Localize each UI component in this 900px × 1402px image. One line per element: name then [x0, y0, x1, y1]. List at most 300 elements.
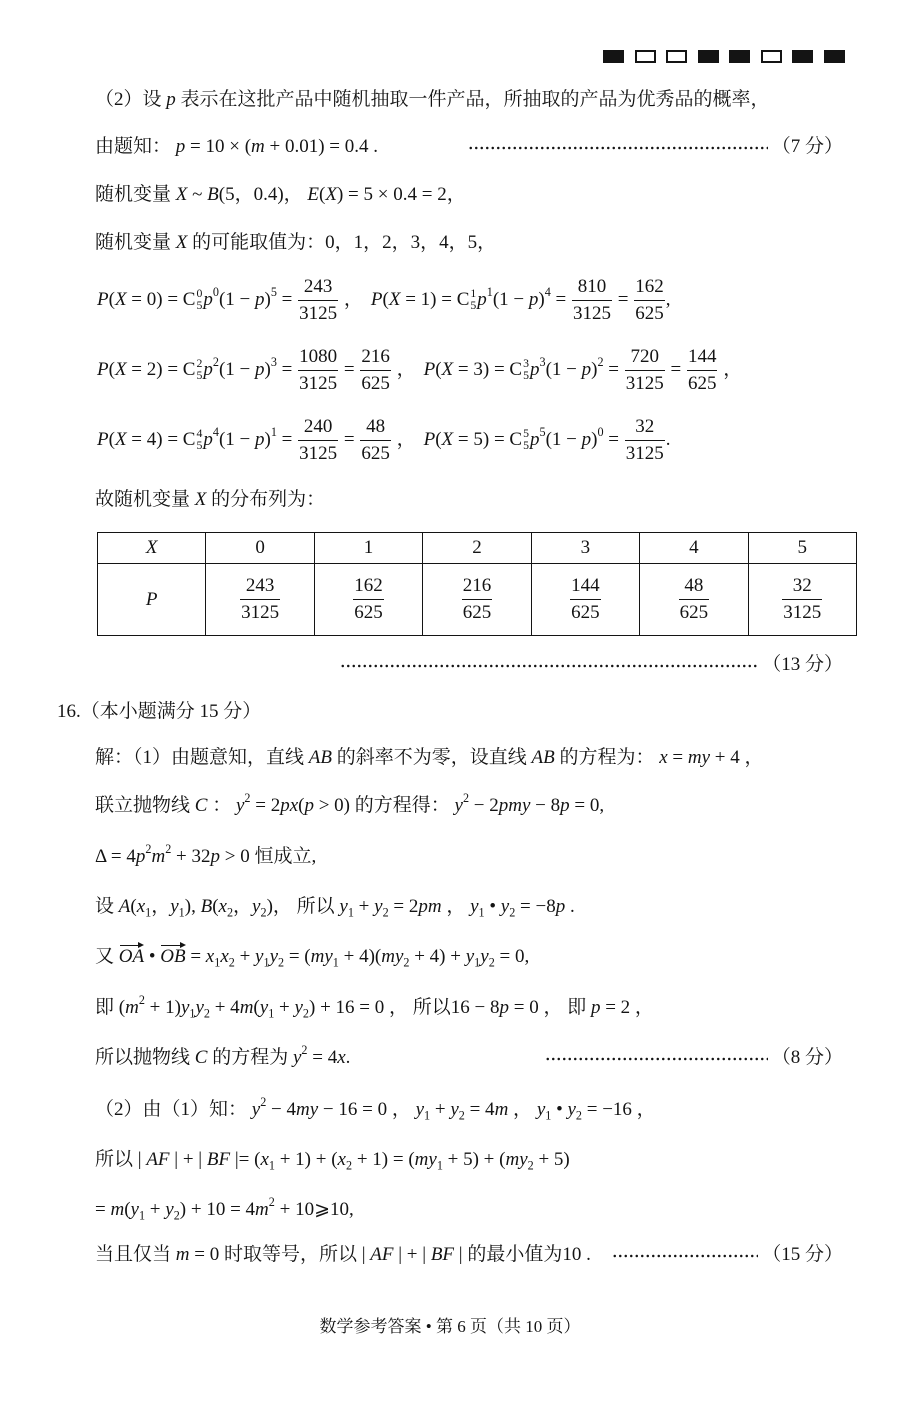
text-run: •	[551, 1099, 568, 1120]
math-variable: y	[536, 1099, 546, 1120]
subscript: 2	[382, 905, 389, 920]
math-variable: X	[388, 288, 401, 310]
score-marker	[340, 653, 843, 677]
text-run: +	[274, 997, 295, 1018]
text-run: ，	[151, 896, 171, 917]
numerator: 216	[360, 344, 391, 371]
subscript: 1	[263, 955, 270, 970]
math-variable: X	[114, 428, 127, 450]
math-variable: p	[581, 428, 592, 450]
pmf-expression	[423, 416, 671, 464]
math-variable: BF	[430, 1244, 455, 1265]
denominator: 3125	[299, 303, 338, 324]
math-variable: y	[374, 896, 383, 917]
superscript: 2	[260, 1094, 267, 1109]
text-run: ，	[441, 896, 471, 917]
math-variable: X	[194, 489, 207, 510]
text-run: = 0 ， 即	[508, 997, 591, 1018]
math-variable: X	[325, 184, 337, 205]
text-run: + 1) + (	[274, 1149, 338, 1170]
superscript: 2	[244, 790, 251, 805]
denominator: 3125	[241, 602, 280, 623]
subscript: 2	[278, 955, 285, 970]
solution-line	[95, 1243, 591, 1267]
solution-line	[95, 1042, 351, 1070]
vector: OB	[160, 946, 186, 967]
subscript: 1	[347, 905, 354, 920]
math-variable: m	[494, 1099, 509, 1120]
combination-lower-index: 5	[196, 298, 203, 312]
table-header-value: 4	[640, 533, 748, 564]
text-run: (	[130, 896, 137, 917]
text-run: 所以抛物线	[95, 1047, 195, 1068]
math-variable: P	[97, 288, 109, 310]
math-variable: B	[207, 184, 219, 205]
math-variable: x	[205, 946, 215, 967]
numerator: 216	[462, 573, 493, 600]
math-variable: X	[441, 358, 454, 380]
text-run: (1 −	[218, 358, 255, 380]
solution-line	[95, 1148, 570, 1172]
numerator: 162	[353, 573, 384, 600]
combination-upper-index: 1	[470, 287, 477, 301]
text-run: 的分布列为：	[206, 489, 326, 510]
text-run: − 4	[266, 1099, 296, 1120]
text-run: ，	[339, 288, 363, 310]
combination-lower-index: 5	[196, 368, 203, 382]
filled-square-mark	[729, 50, 750, 63]
denominator: 625	[354, 602, 383, 623]
solution-line	[95, 895, 575, 919]
text-run: =	[276, 428, 298, 450]
text-run: =	[276, 288, 298, 310]
pmf-row	[97, 344, 742, 397]
text-run: (1 −	[545, 358, 582, 380]
text-run: •	[144, 946, 161, 967]
text-run: 又	[95, 946, 119, 967]
text-run: )	[538, 288, 545, 310]
superscript: 1	[486, 284, 493, 299]
text-run: 联立抛物线	[95, 795, 195, 816]
text-run: − 8	[530, 795, 561, 816]
text-run: (	[108, 358, 115, 380]
math-variable: m	[175, 1244, 190, 1265]
denominator: 625	[462, 602, 492, 623]
text-run: 故随机变量	[95, 489, 195, 510]
math-variable: x	[136, 896, 146, 917]
subscript: 1	[268, 1158, 275, 1173]
text-run: =	[603, 358, 624, 380]
dot-leader	[545, 1046, 768, 1070]
math-variable: m	[251, 136, 265, 157]
math-variable: x	[220, 946, 229, 967]
text-run: ),	[184, 896, 201, 917]
math-variable: pm	[418, 896, 442, 917]
text-run: + 1)	[144, 997, 181, 1018]
question-heading: 16.（本小题满分 15 分）	[57, 701, 262, 722]
math-variable: AF	[146, 1149, 170, 1170]
table-row-label: P	[98, 564, 206, 636]
table-probability-cell	[640, 564, 748, 636]
fraction	[462, 573, 493, 626]
combination-lower-index: 5	[196, 438, 203, 452]
empty-square-mark	[761, 50, 782, 63]
text-run: = 4) = C	[126, 428, 196, 450]
math-variable: y	[500, 896, 510, 917]
text-run: |= (	[230, 1149, 261, 1170]
table-header-value: 0	[206, 533, 314, 564]
text-run: = 10 × (	[185, 136, 252, 157]
table-probability-cell	[531, 564, 639, 636]
subscript: 2	[509, 905, 516, 920]
subscript: 1	[138, 1208, 146, 1223]
text-run: (	[253, 997, 260, 1018]
text-run: =	[613, 288, 634, 310]
subscript: 2	[488, 955, 495, 970]
math-variable: X	[175, 184, 188, 205]
text-run: )	[591, 428, 598, 450]
table-header-value: 2	[423, 533, 531, 564]
score-marker	[468, 135, 843, 159]
numerator: 243	[240, 573, 280, 600]
math-variable: pmy	[498, 795, 531, 816]
math-variable: y	[255, 946, 264, 967]
math-variable: p	[499, 997, 509, 1018]
table-header-row	[98, 533, 857, 564]
subscript: 1	[178, 905, 185, 920]
math-variable: my	[381, 946, 404, 967]
numerator: 243	[298, 274, 338, 301]
text-run: =	[550, 288, 572, 310]
superscript: 3	[539, 354, 546, 369]
empty-square-mark	[666, 50, 687, 63]
math-variable: y	[339, 896, 348, 917]
fraction	[625, 344, 665, 397]
table-probability-cell	[423, 564, 531, 636]
table-intro-line	[95, 488, 325, 512]
text-run: = 2	[250, 795, 281, 816]
score-label: （13 分）	[762, 654, 843, 675]
math-variable: p	[210, 846, 220, 867]
math-variable: p	[590, 997, 601, 1018]
text-run: + 5)	[533, 1149, 570, 1170]
text-run: +	[234, 946, 256, 967]
text-run: 随机变量	[95, 232, 176, 253]
math-variable: my	[414, 1149, 437, 1170]
fraction	[353, 573, 384, 626]
fraction	[298, 344, 338, 397]
combination-lower-index: 5	[523, 438, 529, 452]
filled-square-mark	[603, 50, 624, 63]
pmf-expression	[97, 276, 363, 324]
text-run: + 4) +	[409, 946, 466, 967]
text-run: (	[124, 1199, 131, 1220]
table-probability-row	[98, 564, 857, 636]
empty-square-mark	[635, 50, 656, 63]
denominator: 3125	[625, 443, 664, 464]
math-variable: my	[310, 946, 333, 967]
text-run: •	[484, 896, 501, 917]
text-run: )	[264, 288, 271, 310]
combination-upper-index: 4	[196, 427, 203, 441]
text-run: +	[145, 1199, 166, 1220]
solution-line	[95, 790, 605, 818]
text-run: = 2 ，	[600, 997, 654, 1018]
text-run: = 4	[464, 1099, 495, 1120]
math-variable: y	[130, 1199, 139, 1220]
combination-indices	[196, 288, 202, 312]
text-run: + 1) = (	[352, 1149, 415, 1170]
subscript: 2	[575, 1108, 582, 1123]
score-label: （8 分）	[771, 1047, 843, 1068]
denominator: 3125	[299, 443, 338, 464]
superscript: 4	[212, 424, 219, 439]
fraction	[634, 274, 665, 327]
math-variable: y	[259, 997, 269, 1018]
text-run: = 4	[307, 1047, 338, 1068]
text-run: )	[264, 428, 271, 450]
math-variable: y	[251, 1099, 261, 1120]
math-variable: X	[114, 358, 127, 380]
combination-upper-index: 5	[523, 427, 529, 441]
subscript: 1	[332, 955, 339, 970]
text-run: 即 (	[95, 997, 126, 1018]
solution-line	[95, 992, 654, 1021]
math-variable: p	[203, 288, 213, 310]
score-label: （7 分）	[771, 136, 843, 157]
superscript: 3	[270, 354, 277, 369]
text-run: 的方程为	[207, 1047, 293, 1068]
superscript: 2	[268, 1194, 275, 1209]
pmf-row	[97, 414, 670, 467]
text-run: =	[667, 747, 688, 768]
text-run: 的斜率不为零，设直线	[331, 747, 532, 768]
text-run: ) = 5 × 0.4 = 2，	[336, 184, 466, 205]
solution-line	[95, 1194, 354, 1223]
numerator: 720	[625, 344, 665, 371]
table-header-value: 1	[314, 533, 422, 564]
math-variable: y	[170, 896, 179, 917]
text-run: + 10⩾10,	[274, 1199, 354, 1220]
math-variable: m	[255, 1199, 269, 1220]
superscript: 0	[597, 424, 604, 439]
text-run: =	[603, 428, 624, 450]
text-run: =	[339, 428, 360, 450]
text-run: 由题知：	[95, 136, 176, 157]
text-run: + 4)(	[338, 946, 382, 967]
math-variable: p	[255, 358, 265, 380]
math-variable: y	[450, 1099, 459, 1120]
text-run: 表示在这批产品中随机抽取一件产品，所抽取的产品为优秀品的概率，	[175, 89, 770, 110]
solution-line	[95, 746, 764, 770]
text-run: > 0) 的方程得：	[313, 795, 455, 816]
text-run: 随机变量	[95, 184, 176, 205]
table-probability-cell	[748, 564, 856, 636]
math-variable: p	[477, 288, 487, 310]
math-variable: X	[175, 232, 188, 253]
denominator: 625	[687, 373, 717, 394]
math-variable: y	[567, 1099, 576, 1120]
math-variable: p	[560, 795, 570, 816]
denominator: 625	[679, 602, 709, 623]
text-run: ，	[391, 358, 416, 380]
subscript: 2	[226, 905, 234, 920]
fraction	[360, 344, 391, 397]
numerator: 144	[687, 344, 718, 371]
text-run: = −16 ，	[582, 1099, 656, 1120]
subscript: 2	[527, 1158, 534, 1173]
pmf-expression	[423, 346, 743, 394]
math-variable: x	[337, 1047, 346, 1068]
math-variable: m	[239, 997, 254, 1018]
combination-indices	[523, 428, 529, 452]
math-variable: X	[114, 288, 127, 310]
math-variable: y	[292, 1047, 302, 1068]
fraction	[572, 274, 612, 327]
math-variable: my	[505, 1149, 528, 1170]
denominator: 625	[361, 373, 390, 394]
math-variable: P	[370, 288, 383, 310]
text-run: − 16 = 0 ，	[318, 1099, 416, 1120]
fraction	[687, 344, 718, 397]
text-run: =	[276, 358, 298, 380]
subscript: 2	[458, 1108, 465, 1123]
subscript: 1	[545, 1108, 552, 1123]
denominator: 625	[571, 602, 600, 623]
text-run: + 4	[209, 997, 240, 1018]
numerator: 810	[572, 274, 612, 301]
math-variable: y	[480, 946, 489, 967]
combination-indices	[196, 428, 202, 452]
superscript: 5	[270, 284, 277, 299]
math-variable: p	[203, 358, 213, 380]
solution-line	[95, 841, 317, 869]
math-variable: p	[555, 896, 566, 917]
fraction	[625, 414, 665, 467]
superscript: 2	[138, 992, 145, 1007]
text-run: =	[665, 358, 686, 380]
text-run: ：	[207, 795, 236, 816]
superscript: 2	[145, 841, 152, 856]
table-header-label: X	[98, 533, 206, 564]
text-run: = 3) = C	[453, 358, 523, 380]
text-run: + 0.01) = 0.4 .	[264, 136, 379, 157]
text-run: + 5) + (	[442, 1149, 506, 1170]
table-header-value: 3	[531, 533, 639, 564]
text-run: (	[382, 288, 389, 310]
dot-leader	[340, 653, 758, 677]
text-run: 设	[95, 896, 119, 917]
subscript: 2	[260, 905, 267, 920]
subscript: 2	[302, 1006, 309, 1021]
combination-upper-index: 3	[523, 357, 529, 371]
solution-line	[95, 1094, 656, 1123]
text-run: )， 所以	[266, 896, 340, 917]
superscript: 4	[544, 284, 551, 299]
vector: OA	[118, 946, 145, 967]
subscript: 1	[189, 1006, 196, 1021]
superscript: 2	[462, 790, 470, 805]
math-variable: px	[280, 795, 299, 816]
text-run: (	[212, 896, 219, 917]
text-run: (5，0.4)，	[218, 184, 308, 205]
text-run: − 2	[469, 795, 499, 816]
math-variable: E	[307, 184, 320, 205]
table-probability-cell	[206, 564, 314, 636]
text-run: | + |	[169, 1149, 207, 1170]
text-run: .	[345, 1047, 351, 1068]
text-run: = 0) = C	[126, 288, 196, 310]
pmf-expression	[97, 416, 416, 464]
text-run: 所以 |	[95, 1149, 147, 1170]
denominator: 3125	[299, 373, 338, 394]
text-run: +	[353, 896, 375, 917]
math-variable: p	[255, 288, 265, 310]
text-run: （2）由（1）知：	[95, 1099, 252, 1120]
text-run: =	[339, 358, 360, 380]
text-run: (	[298, 795, 305, 816]
text-run: (1 −	[492, 288, 529, 310]
math-variable: y	[470, 896, 479, 917]
text-run: (	[108, 288, 115, 310]
fraction	[298, 274, 338, 327]
text-run: (	[108, 428, 115, 450]
numerator: 1080	[298, 344, 338, 371]
distribution-table	[97, 532, 857, 636]
text-run: | + |	[393, 1244, 431, 1265]
combination-lower-index: 5	[523, 368, 529, 382]
text-run: = 5) = C	[453, 428, 523, 450]
text-run: = −8	[515, 896, 556, 917]
math-variable: m	[110, 1199, 125, 1220]
math-variable: p	[255, 428, 265, 450]
superscript: 2	[165, 841, 172, 856]
text-run: (1 −	[545, 428, 582, 450]
numerator: 32	[625, 414, 665, 441]
combination-indices	[470, 288, 476, 312]
math-variable: p	[135, 846, 146, 867]
text-run: = 1) = C	[400, 288, 470, 310]
text-run: | 的最小值为10 .	[454, 1244, 591, 1265]
table-probability-cell	[314, 564, 422, 636]
math-variable: x	[260, 1149, 269, 1170]
denominator: 3125	[573, 303, 612, 324]
text-run: ~	[187, 184, 208, 205]
math-variable: p	[529, 358, 540, 380]
score-marker	[545, 1046, 843, 1070]
math-variable: y	[195, 997, 204, 1018]
math-variable: p	[304, 795, 314, 816]
math-variable: y	[465, 946, 475, 967]
math-variable: x	[659, 747, 668, 768]
math-variable: m	[125, 997, 139, 1018]
text-run: = 2) = C	[126, 358, 196, 380]
fraction	[782, 573, 822, 626]
text-run: )	[591, 358, 598, 380]
part2-intro-line	[95, 88, 770, 112]
math-variable: p	[528, 288, 539, 310]
subscript: 1	[436, 1158, 443, 1173]
text-run: 的方程为：	[554, 747, 660, 768]
math-variable: P	[423, 358, 436, 380]
math-variable: p	[581, 358, 592, 380]
numerator: 48	[360, 414, 391, 441]
math-variable: y	[180, 997, 190, 1018]
text-run: = 2	[388, 896, 419, 917]
text-run: .	[665, 428, 671, 450]
math-variable: AB	[308, 747, 332, 768]
text-run: > 0 恒成立,	[220, 846, 317, 867]
